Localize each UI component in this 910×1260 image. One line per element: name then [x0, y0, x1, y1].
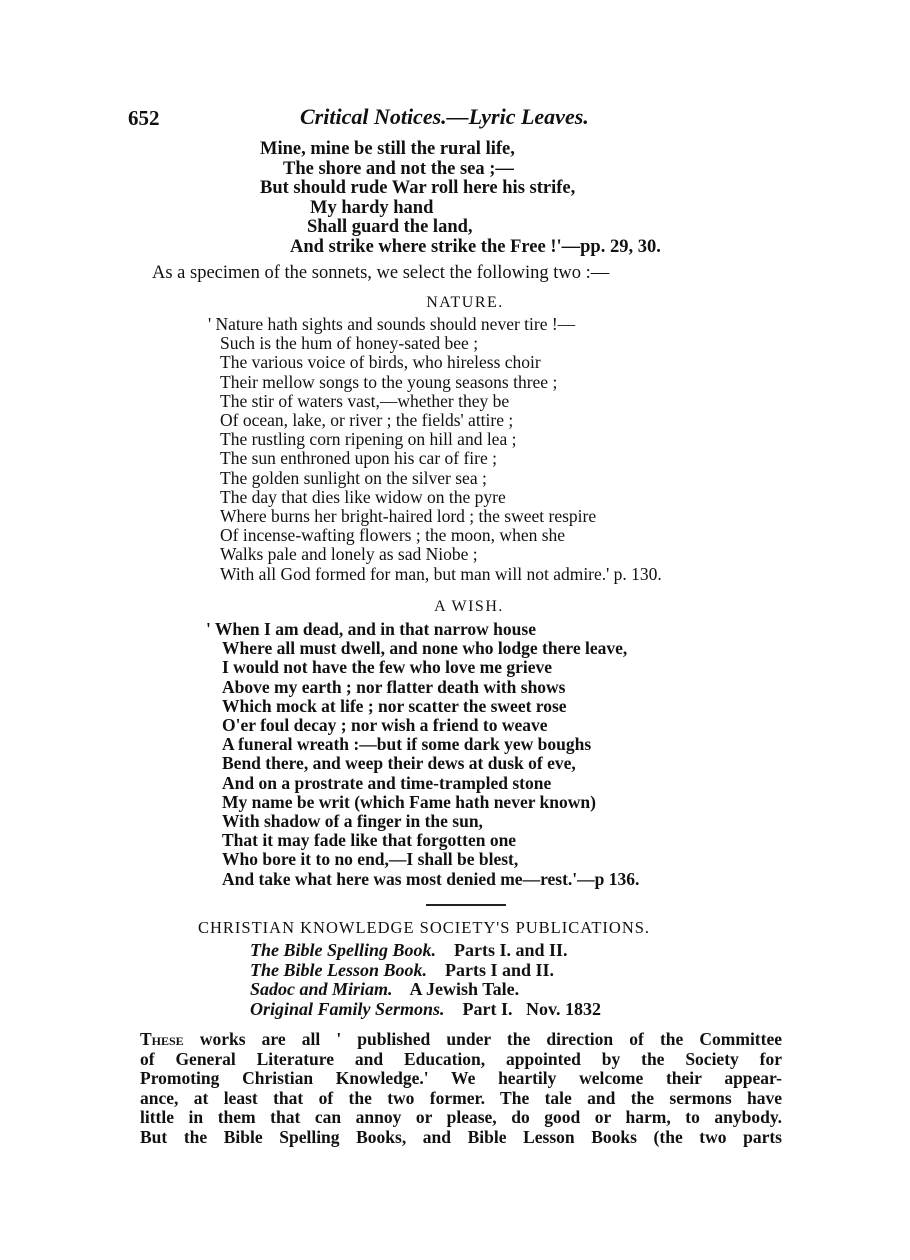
- publication-title: The Bible Spelling Book.: [250, 940, 437, 960]
- specimen-intro: As a specimen of the sonnets, we select the following two :—: [152, 263, 610, 283]
- publication-detail: Parts I and II.: [445, 959, 555, 980]
- sonnet-nature: [208, 315, 662, 584]
- sonnet-line: The day that dies like widow on the pyre: [220, 486, 506, 507]
- sonnet-line: I would not have the few who love me grieve: [222, 657, 553, 678]
- sonnet-wish: [206, 620, 639, 889]
- sonnet-line: The golden sunlight on the silver sea ;: [220, 467, 487, 488]
- publication-detail: Part I. Nov. 1832: [462, 998, 602, 1019]
- poem-line: My hardy hand: [310, 197, 434, 218]
- sonnet-line: Where all must dwell, and none who lodge there leave,: [222, 638, 628, 659]
- sonnet-line: Their mellow songs to the young seasons three ;: [220, 371, 558, 392]
- poem-line: Mine, mine be still the rural life,: [260, 139, 515, 159]
- publication-title: The Bible Lesson Book.: [250, 959, 428, 980]
- publication-title: Original Family Sermons.: [250, 998, 445, 1019]
- sonnet-title-wish: A WISH.: [434, 598, 504, 615]
- publication-title: Sadoc and Miriam.: [250, 979, 393, 999]
- sonnet-line: Above my earth ; nor flatter death with shows: [222, 676, 566, 697]
- sonnet-line: ' Nature hath sights and sounds should never tire !—: [208, 314, 576, 334]
- sonnet-line: The stir of waters vast,—whether they be: [220, 390, 510, 411]
- review-line: These works are all ' published under the direction of the Committee: [140, 1029, 782, 1049]
- poem-line: But should rude War roll here his strife,: [260, 178, 576, 198]
- sonnet-line: Walks pale and lonely as sad Niobe ;: [220, 544, 478, 565]
- sonnet-line: Who bore it to no end,—I shall be blest,: [222, 849, 519, 870]
- review-paragraph: [140, 1030, 782, 1148]
- review-line: Promoting Christian Knowledge.' We heartily welcome their appear-: [140, 1068, 782, 1089]
- sonnet-line: Such is the hum of honey-sated bee ;: [220, 333, 479, 354]
- publication-list: [250, 941, 601, 1019]
- section-divider: [426, 904, 506, 906]
- sonnet-line: That it may fade like that forgotten one: [222, 830, 517, 851]
- sonnet-line: The sun enthroned upon his car of fire ;: [220, 448, 498, 469]
- sonnet-line: Bend there, and weep their dews at dusk of eve,: [222, 753, 576, 774]
- sonnet-line: Of ocean, lake, or river ; the fields' attire ;: [220, 410, 514, 431]
- publication-detail: Parts I. and II.: [454, 940, 568, 960]
- poem-line: The shore and not the sea ;—: [283, 158, 514, 179]
- review-line: of General Literature and Education, appointed by the Society for: [140, 1048, 782, 1069]
- review-line: ance, at least that of the two former. The tale and the sermons have: [140, 1087, 782, 1108]
- sonnet-line: With all God formed for man, but man will not admire.' p. 130.: [220, 563, 662, 584]
- publication-item: [250, 980, 601, 1000]
- poem-line: And strike where strike the Free !'—pp. 29, 30.: [290, 236, 661, 257]
- sonnet-line: With shadow of a finger in the sun,: [222, 811, 483, 832]
- publication-detail: A Jewish Tale.: [409, 979, 520, 999]
- sonnet-line: A funeral wreath :—but if some dark yew boughs: [222, 734, 592, 755]
- sonnet-line: Of incense-wafting flowers ; the moon, when she: [220, 525, 566, 546]
- poem-line: Shall guard the land,: [307, 217, 473, 237]
- sonnet-line: Which mock at life ; nor scatter the sweet rose: [222, 695, 567, 716]
- drop-word: These: [140, 1029, 184, 1049]
- review-line: little in them that can annoy or please, do good or harm, to anybody.: [140, 1107, 782, 1128]
- review-line: But the Bible Spelling Books, and Bible Lesson Books (the two parts: [140, 1126, 782, 1147]
- publication-item: [250, 961, 601, 981]
- opening-poem: [0, 140, 661, 257]
- sonnet-title-nature: NATURE.: [426, 294, 504, 311]
- page-header: [0, 102, 910, 132]
- sonnet-line: O'er foul decay ; nor wish a friend to weave: [222, 715, 548, 736]
- running-title: Critical Notices.—Lyric Leaves.: [300, 104, 589, 129]
- sonnet-line: The rustling corn ripening on hill and lea ;: [220, 429, 517, 450]
- sonnet-line: Where burns her bright-haired lord ; the sweet respire: [220, 506, 597, 527]
- page-number: 652: [128, 106, 160, 130]
- sonnet-line: And take what here was most denied me—rest.'—p 136.: [222, 868, 640, 889]
- publication-item: [250, 1000, 601, 1020]
- sonnet-line: And on a prostrate and time-trampled stone: [222, 772, 552, 793]
- section-heading: CHRISTIAN KNOWLEDGE SOCIETY'S PUBLICATIONS.: [198, 918, 651, 937]
- publication-item: [250, 941, 601, 961]
- sonnet-line: ' When I am dead, and in that narrow house: [206, 619, 536, 639]
- sonnet-line: My name be writ (which Fame hath never known): [222, 791, 596, 812]
- sonnet-line: The various voice of birds, who hireless choir: [220, 352, 541, 373]
